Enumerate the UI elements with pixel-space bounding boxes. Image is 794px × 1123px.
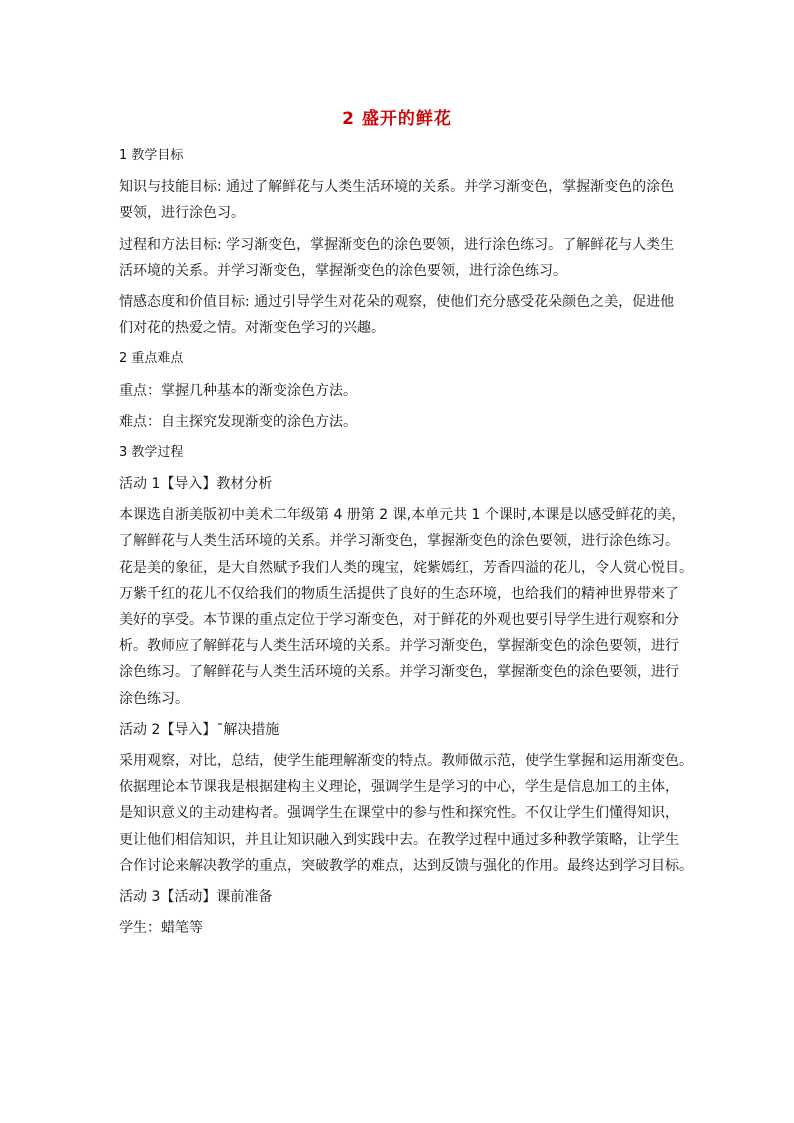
text-line: 活动 3【活动】课前准备 (119, 888, 273, 905)
text-line: 重点：掌握几种基本的渐变涂色方法。 (119, 382, 357, 399)
section-heading: 2 重点难点 (119, 351, 184, 367)
text-line: 活动 1【导入】教材分析 (119, 476, 273, 493)
text-line: 们对花的热爱之情。对渐变色学习的兴趣。 (119, 320, 385, 337)
text-line: 万紫千红的花儿不仅给我们的物质生活提供了良好的生态环境，也给我们的精神世界带来了 (119, 585, 679, 602)
text-line: 过程和方法目标: 学习渐变色，掌握渐变色的涂色要领，进行涂色练习。了解鲜花与人类生 (119, 236, 675, 253)
section-heading: 3 教学过程 (119, 444, 184, 460)
text-line: 情感态度和价值目标: 通过引导学生对花朵的观察，使他们充分感受花朵颜色之美，促进他 (119, 293, 675, 310)
text-line: 活动 2【导入】¯解决措施 (119, 721, 280, 738)
text-line: 难点：自主探究发现渐变的涂色方法。 (119, 413, 357, 430)
text-line: 花是美的象征，是大自然赋予我们人类的瑰宝，姹紫嫣红，芳香四溢的花儿，令人赏心悦目。 (119, 559, 693, 576)
text-line: 要领，进行涂色习。 (119, 205, 245, 222)
text-line: 合作讨论来解决教学的重点，突破教学的难点，达到反馈与强化的作用。最终达到学习目标。 (119, 857, 693, 874)
text-line: 了解鲜花与人类生活环境的关系。并学习渐变色，掌握渐变色的涂色要领，进行涂色练习。 (119, 533, 679, 550)
document-title: 2 盛开的鲜花 (342, 109, 452, 129)
text-line: 涂色练习。了解鲜花与人类生活环境的关系。并学习渐变色，掌握渐变色的涂色要领，进行 (119, 664, 679, 681)
section-heading: 1 教学目标 (119, 148, 184, 163)
text-line: 美好的享受。本节课的重点定位于学习渐变色，对于鲜花的外观也要引导学生进行观察和分 (119, 612, 679, 628)
text-line: 学生：蜡笔等 (119, 920, 203, 937)
text-line: 知识与技能目标: 通过了解鲜花与人类生活环境的关系。并学习渐变色，掌握渐变色的涂色 (119, 179, 675, 196)
document-body (119, 143, 693, 941)
text-line: 依据理论本节课我是根据建构主义理论，强调学生是学习的中心，学生是信息加工的主体， (119, 779, 679, 796)
text-line: 析。教师应了解鲜花与人类生活环境的关系。并学习渐变色，掌握渐变色的涂色要领，进行 (119, 638, 679, 655)
text-line: 采用观察，对比，总结，使学生能理解渐变的特点。教师做示范，使学生掌握和运用渐变色。 (119, 752, 693, 769)
text-line: 是知识意义的主动建构者。强调学生在课堂中的参与性和探究性。不仅让学生们懂得知识， (119, 805, 679, 822)
text-line: 更让他们相信知识，并且让知识融入到实践中去。在教学过程中通过多种教学策略，让学生 (119, 831, 679, 848)
text-line: 本课选自浙美版初中美术二年级第 4 册第 2 课,本单元共 1 个课时,本课是以感受鲜花的美， (119, 507, 686, 524)
text-line: 涂色练习。 (119, 690, 189, 707)
text-line: 活环境的关系。并学习渐变色，掌握渐变色的涂色要领，进行涂色练习。 (119, 262, 567, 279)
